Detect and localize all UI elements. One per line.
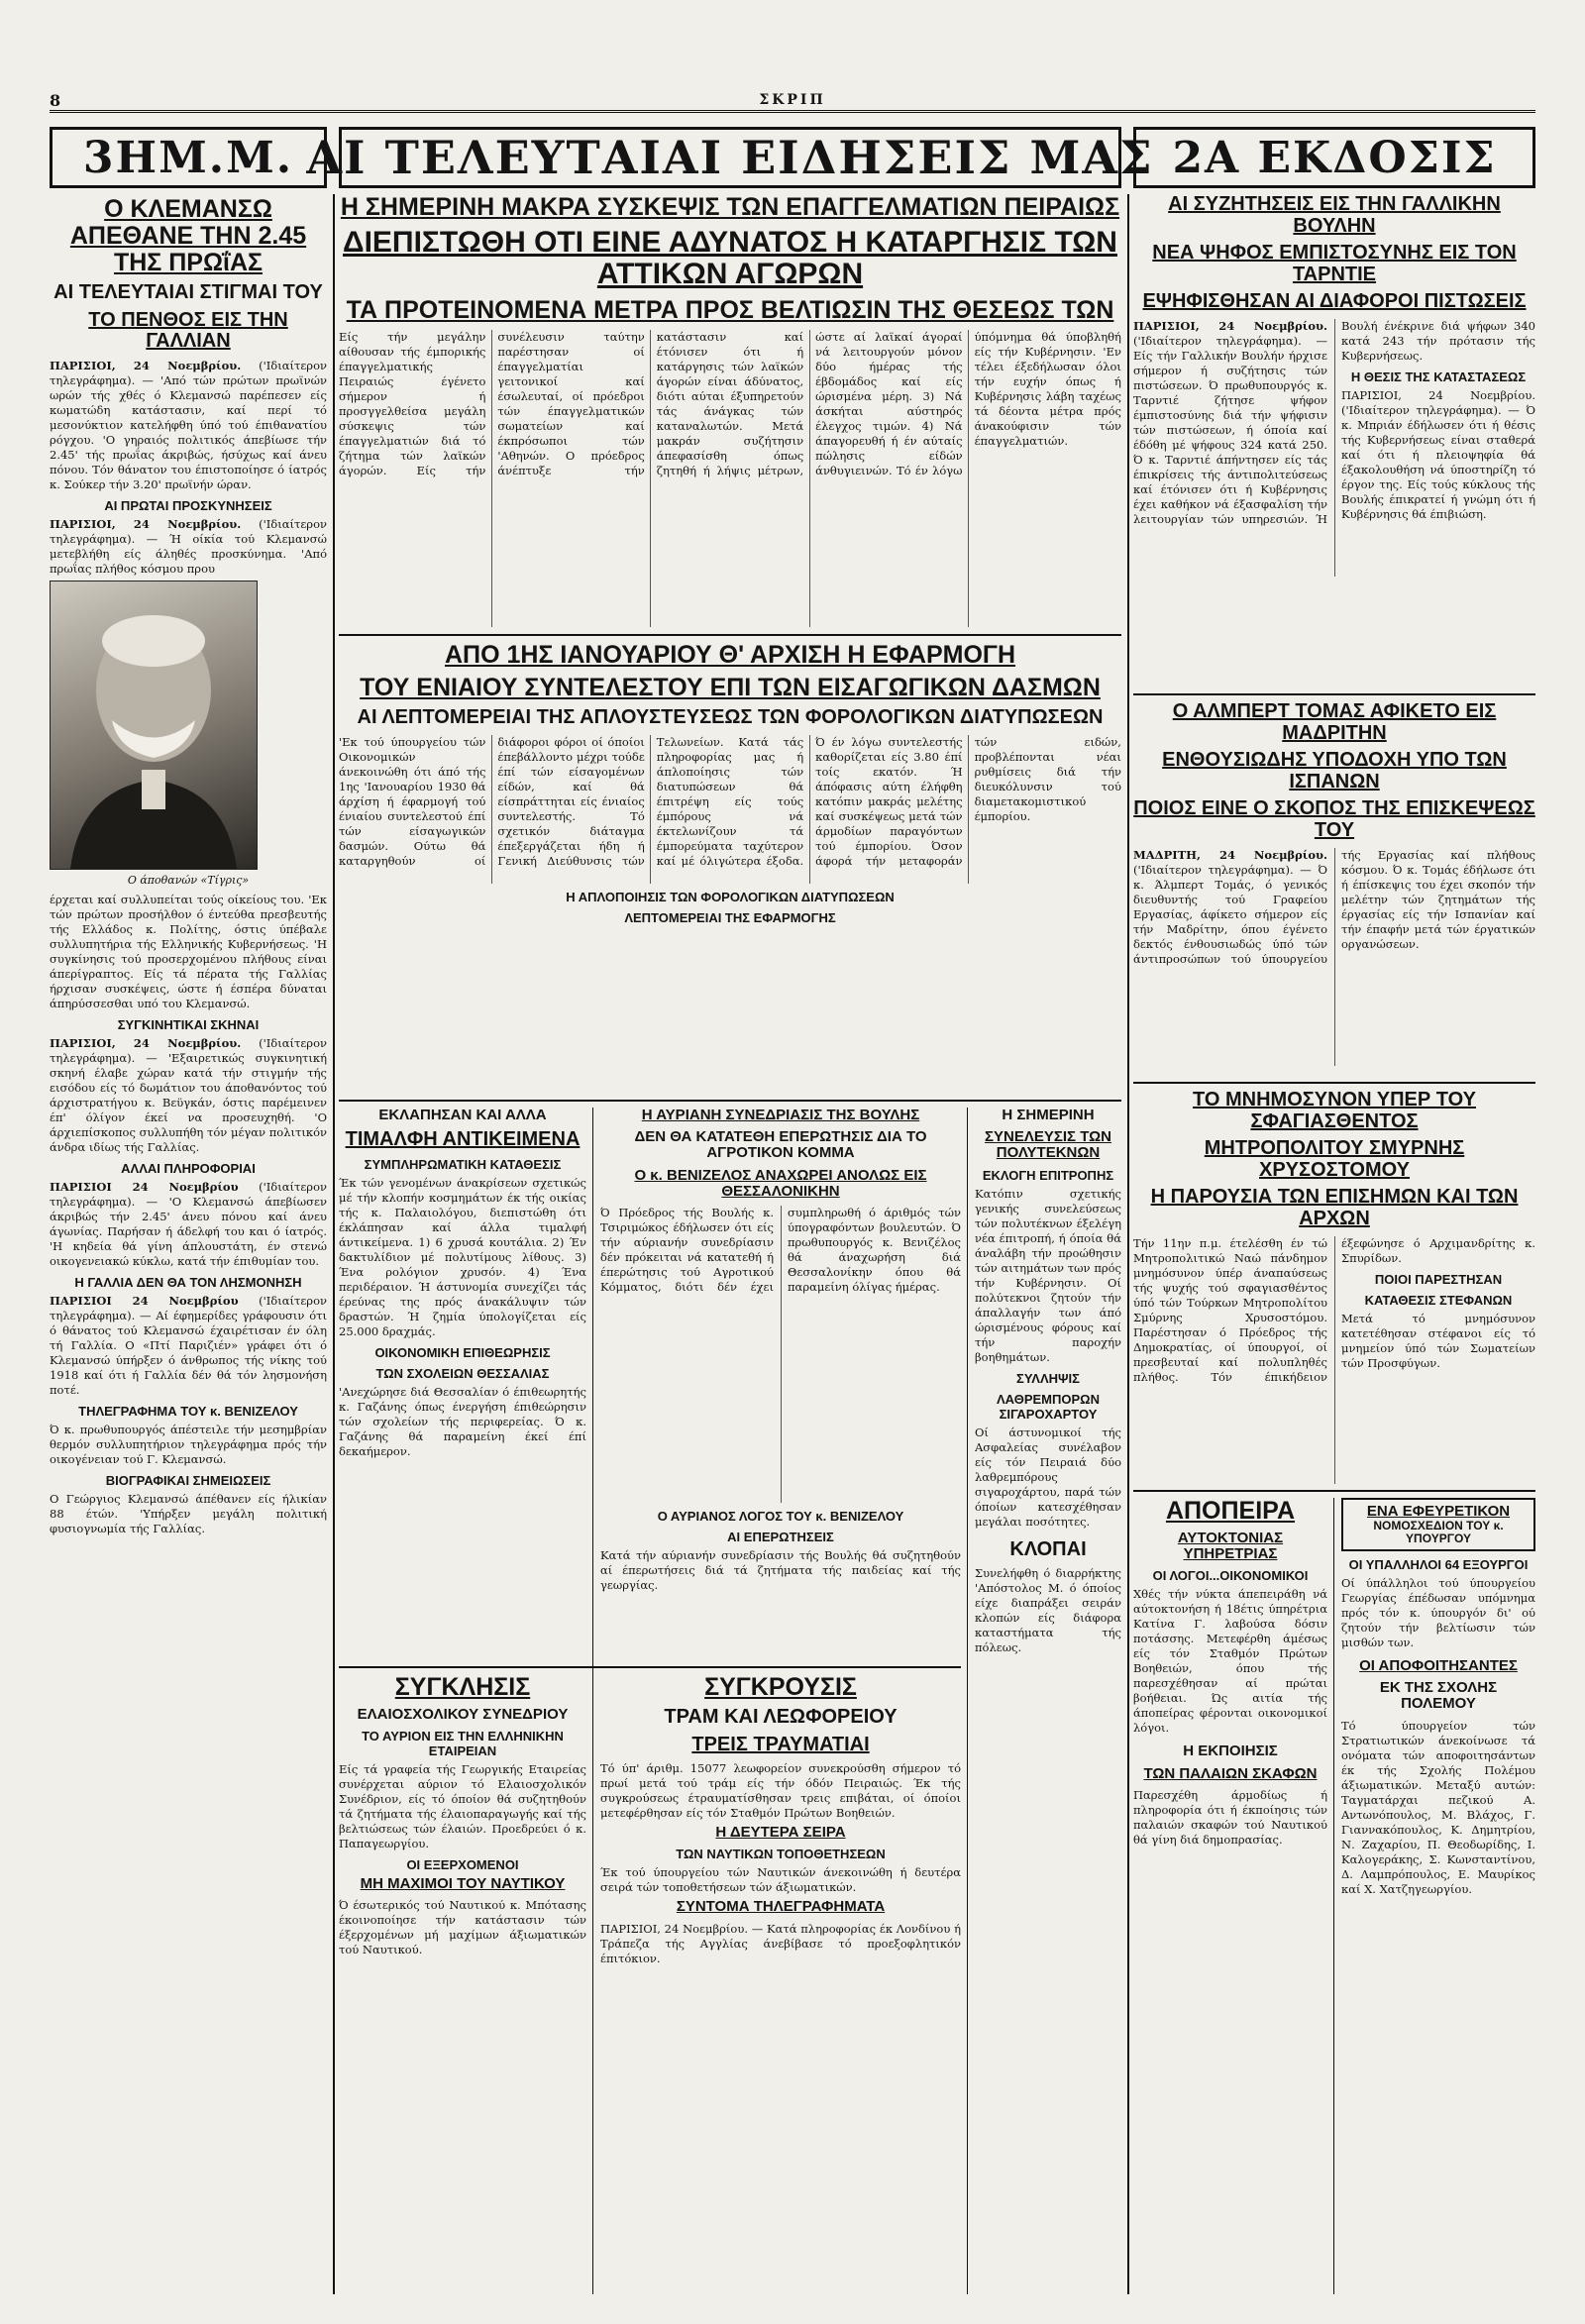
headline-assembly: ΣΥΝΕΛΕΥΣΙΣ ΤΩΝ ΠΟΛΥΤΕΚΝΩΝ	[985, 1128, 1111, 1162]
headline-interpellation: ΔΕΝ ΘΑ ΚΑΤΑΤΕΘΗ ΕΠΕΡΩΤΗΣΙΣ ΔΙΑ ΤΟ ΑΓΡΟΤΙΚΟΝ ΚΟΜΜΑ	[634, 1128, 927, 1162]
dateline: ΠΑΡΙΣΙΟΙ, 24 Νοεμβρίου.	[50, 516, 242, 531]
article-text	[50, 1036, 327, 1155]
article-body: ('Ιδιαίτερον τηλεγράφημα). — 'Από τών πρώτων πρωϊνών ωρών τής χθές ό Κλεμανσώ παρέπεσεν είς κωματώδη κατάστασιν, καί περί τό μεσονύκτιον κατελήφθη ύπό τού έπιθανατίου ρόγχου. 'Ο γηραιός πολιτικός άπεβίωσε τήν 2.45' τής πρωΐας άκριβώς, ήσύχως καί άνευ πόνου. Τόν θάνατον του έπιστοποίησε ό ίατρός κ. Σούκερ τήν 3.20' πρωϊνήν ώραν.	[50, 358, 327, 491]
center-mid-article	[339, 642, 1121, 1096]
headline-purpose: ΠΟΙΟΣ ΕΙΝΕ Ο ΣΚΟΠΟΣ ΤΗΣ ΕΠΙΣΚΕΨΕΩΣ ΤΟΥ	[1133, 797, 1535, 841]
headline-piraeus-meeting: Η ΣΗΜΕΡΙΝΗ ΜΑΚΡΑ ΣΥΣΚΕΨΙΣ ΤΩΝ ΕΠΑΓΓΕΛΜΑΤΙΩΝ ΠΕΙΡΑΙΩΣ	[340, 194, 1120, 221]
article-body: Ο Γεώργιος Κλεμανσώ άπέθανεν είς ήλικίαν 88 έτών. 'Υπήρξεν μεγάλη πολιτική φυσιογνωμία τής Γαλλίας.	[50, 1491, 327, 1535]
article-body: Τό ύπ' άριθμ. 15077 λεωφορείον συνεκρούσθη σήμερον τό πρωί μετά τού τράμ είς τήν όδόν Πειραιώς. Έκ τής συγκρούσεως έτραυματίσθησαν τρεις επιβάται, οί όποίοι μετεφέρθησαν είς τόν Σταθμόν Πρώτων Βοηθειών.	[600, 1761, 961, 1821]
article-body: Κατά τήν αύριανήν συνεδρίασιν τής Βουλής θά συζητηθούν αί έπερωτήσεις διά τά ζητήματα τής παιδείας καί τής γεωργίας.	[600, 1547, 961, 1592]
portrait-figure	[51, 581, 257, 869]
article-body: Είς τά γραφεία τής Γεωργικής Εταιρείας συνέρχεται αύριον τό Ελαιοσχολικόν Συνέδριον, είς τό όποίον θά συζητηθούν τά ζητήματα τής έλαιοπαραγωγής καί τής βελτιώσεως τών έλαιών. Προεδρεύει ό κ. Παπαγεωργίου.	[339, 1762, 586, 1851]
article-body: Παρεσχέθη άρμοδίως ή πληροφορία ότι ή έκποίησις τών παλαιών σκαφών τού Ναυτικού θά γίνη διά δημοπρασίας.	[1133, 1787, 1327, 1847]
headline-albert-thomas: Ο ΑΛΜΠΕΡΤ ΤΟΜΑΣ ΑΦΙΚΕΤΟ ΕΙΣ ΜΑΔΡΙΤΗΝ	[1172, 701, 1497, 744]
section-heading: Η ΘΕΣΙΣ ΤΗΣ ΚΑΤΑΣΤΑΣΕΩΣ	[1350, 369, 1527, 384]
dateline: ΠΑΡΙΣΙΟΙ, 24 Νοεμβρίου.	[1133, 318, 1327, 333]
article-body: ('Ιδιαίτερον τηλεγράφημα). — 'Ο Κλεμανσώ άπεβίωσεν άκριβώς τήν 2.45' άνευ πόνου καί άνευ άγωνίας. Παρήσαν ή άδελφή του και ό ίατρός. 'Η κηδεία θά γίνη άπλουστάτη, έν στενώ οικογενειακώ κύκλω, κατά τήν έπιθυμίαν του.	[50, 1179, 327, 1268]
headline-injured: ΤΡΕΙΣ ΤΡΑΥΜΑΤΙΑΙ	[691, 1733, 870, 1755]
article-text	[1133, 1236, 1535, 1484]
right-top-article	[1133, 194, 1535, 689]
column-rule	[333, 194, 335, 2294]
headline-session: Η ΑΥΡΙΑΝΗ ΣΥΝΕΔΡΙΑΣΙΣ ΤΗΣ ΒΟΥΛΗΣ	[641, 1108, 920, 1123]
subheadline-measures: ΤΑ ΠΡΟΤΕΙΝΟΜΕΝΑ ΜΕΤΡΑ ΠΡΟΣ ΒΕΛΤΙΩΣΙΝ ΤΗΣ ΘΕΣΕΩΣ ΤΩΝ	[346, 295, 1114, 324]
article-olive-congress	[339, 1674, 586, 2294]
section-heading: Η ΓΑΛΛΙΑ ΔΕΝ ΘΑ ΤΟΝ ΛΗΣΜΟΝΗΣΗ	[74, 1274, 302, 1290]
headline-tram-bus: ΤΡΑΜ ΚΑΙ ΛΕΩΦΟΡΕΙΟΥ	[664, 1706, 898, 1728]
article-body: Τό ύπουργείον τών Στρατιωτικών άνεκοίνωσε τά ονόματα τών αποφοιτησάντων έκ τής Σχολής Πολέμου άξιωματικών. Μεταξύ αυτών: Ταγματάρχαι πεζικού Α. Αντωνόπουλος, Μ. Βλάχος, Γ. Γιαννακόπουλος, Κ. Δημητρίου, Ν. Ζαχαρίου, Π. Θεοδωρίδης, Ι. Καλογεράκης, Σ. Κωνσταντίνου, Δ. Λαμπρόπουλος, Ε. Μαυρίκος καί Χ. Χατζηγεωργίου.	[1341, 1718, 1535, 1896]
article-body: ('Ιδιαίτερον τηλεγράφημα). — Ή οίκία τού Κλεμανσώ μετεβλήθη είς άληθές προσκύνημα. 'Από πρωΐας πλήθος κόσμου πρου	[50, 516, 327, 576]
article-text	[50, 1294, 327, 1398]
headline-disposal: Η ΕΚΠΟΙΗΣΙΣ	[1183, 1743, 1278, 1760]
column-rule	[592, 1108, 593, 2294]
article-body: Οί ύπάλληλοι τού ύπουργείου Γεωργίας έπέδωσαν υπόμνημα πρός τόν κ. ύπουργόν δι' ού ζητούν τήν βελτίωσιν τών μισθών των.	[1341, 1576, 1535, 1650]
article-body: έρχεται καί συλλυπείται τούς οίκείους του. 'Εκ τών πρώτων προσήλθον ό έντεύθα πρεσβευτής τής Ελλάδος κ. Πολίτης, όστις ύπέβαλε συλλυπητήρια τής Ελληνικής Κυβερνήσεως. 'Η συγκίνησις τού προσερχομένου πλήθους είναι άπερίγραπτος. Είς τά πέρατα τής Γαλλίας ήρχισαν συσκέψεις, ώστε ή έσπέρα δύναται άπηρύσσεσθαι υπό του Κλεμανσώ.	[50, 892, 327, 1010]
headline-second-series: Η ΔΕΥΤΕΡΑ ΣΕΙΡΑ	[715, 1824, 846, 1842]
section-heading: ΤΩΝ ΣΧΟΛΕΙΩΝ ΘΕΣΣΑΛΙΑΣ	[375, 1365, 550, 1381]
article-body: 'Ανεχώρησε διά Θεσσαλίαν ό έπιθεωρητής κ. Γαζάνης όπως ένεργήση έπιθεώρησιν τών σχολείων τής περιφερείας. Ό κ. Γαζάνης θά παραμείνη έκεί έπί δεκαήμερον.	[339, 1384, 586, 1458]
headline-valuables: ΤΙΜΑΛΦΗ ΑΝΤΙΚΕΙΜΕΝΑ	[345, 1128, 581, 1151]
column-rule	[1333, 1498, 1334, 2294]
subheadline-mourning: ΤΟ ΠΕΝΘΟΣ ΕΙΣ ΤΗΝ ΓΑΛΛΙΑΝ	[88, 308, 288, 353]
section-heading: ΟΙ ΥΠΑΛΛΗΛΟΙ 64 ΕΞΟΥΡΓΟΙ	[1348, 1557, 1529, 1573]
section-heading: ΕΚΛΟΓΗ ΕΠΙΤΡΟΠΗΣ	[982, 1167, 1114, 1183]
article-body: ΠΑΡΙΣΙΟΙ, 24 Νοεμβρίου. ('Ιδιαίτερον τηλεγράφημα). — Ό κ. Μπριάν έδήλωσεν ότι ή θέσις τής Κυβερνήσεως είναι σταθερά καί ότι ή πλειοψηφία θά έξακολουθήση νά ύποστηρίζη τό έργον της. Είς τούς κύκλους τής Βουλής έπικρατεί ή γνώμη ότι ή Κυβέρνησις θά έπιβιώση.	[1341, 387, 1535, 521]
headline-attempt: ΑΠΟΠΕΙΡΑ	[1165, 1498, 1296, 1525]
right-mid-article	[1133, 701, 1535, 1078]
article-collision	[600, 1674, 961, 2294]
headline-navy: ΜΗ ΜΑΧΙΜΟΙ ΤΟΥ ΝΑΥΤΙΚΟΥ	[360, 1875, 566, 1893]
top-rule	[50, 94, 1535, 113]
article-body: Τήν 11ην π.μ. έτελέσθη έν τώ Μητροπολιτικώ Ναώ πάνδημον μνημόσυνον ύπέρ άναπαύσεως τής ψυχής τού σφαγιασθέντος ύπό τών Τούρκων Μητροπολίτου Σμύρνης Χρυσοστόμου. Παρέστησαν ό Πρόεδρος τής Δημοκρατίας, οί ύπουργοί, οί πρεσβευταί καί πολυπληθές πλήθος. Τόν έπικήδειον έξεφώνησε ό Αρχιμανδρίτης κ. Σπυρίδων.	[1133, 1235, 1535, 1384]
article-parliament	[600, 1108, 961, 1662]
article-body: Οί άστυνομικοί τής Ασφαλείας συνέλαβον είς τόν Πειραιά δύο λαθρεμπόρους σιγαροχάρτου, παρά τών όποίων κατεσχέθησαν μεγάλαι ποσότητες.	[975, 1425, 1121, 1529]
headline-stolen: ΕΚΛΑΠΗΣΑΝ ΚΑΙ ΑΛΛΑ	[378, 1108, 547, 1123]
portrait-caption: Ο άποθανών «Τίγρις»	[127, 873, 250, 887]
article-body: ('Ιδιαίτερον τηλεγράφημα). — Ό κ. Άλμπερτ Τομάς, ό γενικός διευθυντής τού Γραφείου Εργασίας, άφίκετο σήμερον είς τήν Μαδρίτην, όπου έγένετο δεκτός ένθουσιωδώς ύπό τών άντιπροσώπων τού ύπουργείου τής Εργασίας καί πλήθους κόσμου. Ό κ. Τομάς έδήλωσε ότι ή έπίσκεψις του έχει σκοπόν τήν μελέτην τών ζητημάτων τής έργασίας είς τήν Ισπανίαν καί τήν έπαφήν μετά τών έργατικών οργανώσεων.	[1133, 847, 1535, 966]
top-banner: ΣΚΡΙΠ	[759, 92, 826, 108]
article-body: Έκ τού ύπουργείου τών Ναυτικών άνεκοινώθη ή δευτέρα σειρά τών τοποθετήσεων τών άξιωματικών.	[600, 1865, 961, 1895]
article-stolen-items	[339, 1108, 586, 1662]
headline-venizelos: Ο κ. ΒΕΝΙΖΕΛΟΣ ΑΝΑΧΩΡΕΙ ΑΝΟΛΩΣ ΕΙΣ ΘΕΣΣΑΛΟΝΙΚΗΝ	[634, 1166, 927, 1200]
headline-officials: Η ΠΑΡΟΥΣΙΑ ΤΩΝ ΕΠΙΣΗΜΩΝ ΚΑΙ ΤΩΝ ΑΡΧΩΝ	[1150, 1186, 1519, 1229]
section-rule	[339, 634, 1121, 636]
headline-inventive: ΕΝΑ ΕΦΕΥΡΕΤΙΚΟΝ	[1366, 1503, 1511, 1520]
section-heading: ΛΕΠΤΟΜΕΡΕΙΑΙ ΤΗΣ ΕΦΑΡΜΟΓΗΣ	[624, 909, 836, 925]
masthead-center: ΑΙ ΤΕΛΕΥΤΑΙΑΙ ΕΙΔΗΣΕΙΣ ΜΑΣ	[339, 127, 1121, 188]
headline-markets: ΔΙΕΠΙΣΤΩΘΗ ΟΤΙ ΕΙΝΕ ΑΔΥΝΑΤΟΣ Η ΚΑΤΑΡΓΗΣΙΣ ΤΩΝ ΑΤΤΙΚΩΝ ΑΓΩΡΩΝ	[343, 226, 1117, 291]
headline-graduates: ΟΙ ΑΠΟΦΟΙΤΗΣΑΝΤΕΣ	[1359, 1657, 1518, 1675]
article-text	[50, 1180, 327, 1269]
section-heading: ΣΥΜΠΛΗΡΩΜΑΤΙΚΗ ΚΑΤΑΘΕΣΙΣ	[364, 1156, 562, 1172]
headline-chrysostomos: ΜΗΤΡΟΠΟΛΙΤΟΥ ΣΜΥΡΝΗΣ ΧΡΥΣΟΣΤΟΜΟΥ	[1204, 1137, 1465, 1181]
section-heading: ΣΥΛΛΗΨΙΣ	[1016, 1370, 1080, 1386]
headline-box	[1341, 1498, 1535, 1551]
section-heading: ΤΗΛΕΓΡΑΦΗΜΑ ΤΟΥ κ. ΒΕΝΙΖΕΛΟΥ	[78, 1403, 298, 1419]
dateline: ΠΑΡΙΣΙΟΙ, 24 Νοεμβρίου.	[50, 358, 242, 372]
section-heading: ΑΛΛΑΙ ΠΛΗΡΟΦΟΡΙΑΙ	[121, 1160, 256, 1176]
article-body: ('Ιδιαίτερον τηλεγράφημα). — Αί έφημερίδες γράφουσιν ότι ό θάνατος τού Κλεμανσώ έχαιρέτισαν έν όλη τή Γαλλία. Ο «Πτί Παριζιέν» γράφει ότι ό Κλεμανσώ ύπήρξεν ό άνθρωπος τής νίκης τού 1918 καί ότι ή Γαλλία δέν θά τόν λησμονήση ποτέ.	[50, 1293, 327, 1397]
dateline: ΠΑΡΙΣΙΟΙ 24 Νοεμβρίου	[50, 1179, 239, 1194]
section-heading: ΑΙ ΠΡΩΤΑΙ ΠΡΟΣΚΥΝΗΣΕΙΣ	[104, 497, 272, 513]
subheadline-details: ΑΙ ΛΕΠΤΟΜΕΡΕΙΑΙ ΤΗΣ ΑΠΛΟΥΣΤΕΥΣΕΩΣ ΤΩΝ ΦΟΡΟΛΟΓΙΚΩΝ ΔΙΑΤΥΠΩΣΕΩΝ	[357, 706, 1104, 728]
headline-collision: ΣΥΓΚΡΟΥΣΙΣ	[704, 1674, 857, 1701]
headline-memorial: ΤΟ ΜΝΗΜΟΣΥΝΟΝ ΥΠΕΡ ΤΟΥ ΣΦΑΓΙΑΣΘΕΝΤΟΣ	[1193, 1090, 1476, 1132]
left-column	[50, 196, 327, 2296]
headline-convocation: ΣΥΓΚΛΗΣΙΣ	[394, 1674, 531, 1701]
subheadline-last-moments: ΑΙ ΤΕΛΕΥΤΑΙΑΙ ΣΤΙΓΜΑΙ ΤΟΥ	[53, 281, 323, 303]
headline-reception: ΕΝΘΟΥΣΙΩΔΗΣ ΥΠΟΔΟΧΗ ΥΠΟ ΤΩΝ ΙΣΠΑΝΩΝ	[1162, 749, 1507, 792]
column-rule	[1127, 194, 1129, 2294]
section-rule	[339, 1666, 961, 1668]
article-bill	[1341, 1498, 1535, 2294]
article-text	[50, 359, 327, 492]
article-large-families	[975, 1108, 1121, 2294]
headline-short-telegrams: ΣΥΝΤΟΜΑ ΤΗΛΕΓΡΑΦΗΜΑΤΑ	[676, 1898, 886, 1916]
section-heading: ΟΙΚΟΝΟΜΙΚΗ ΕΠΙΘΕΩΡΗΣΙΣ	[374, 1344, 551, 1360]
dateline: ΜΑΔΡΙΤΗ, 24 Νοεμβρίου.	[1133, 847, 1327, 862]
article-text	[1133, 848, 1535, 1066]
section-heading: ΑΙ ΕΠΕΡΩΤΗΣΕΙΣ	[727, 1529, 834, 1544]
headline-clemenceau: Ο ΚΛΕΜΑΝΣΩ ΑΠΕΘΑΝΕ ΤΗΝ 2.45 ΤΗΣ ΠΡΩΐΑΣ	[69, 196, 307, 276]
headline-minister-bill: ΝΟΜΟΣΧΕΔΙΟΝ ΤΟΥ κ. ΥΠΟΥΡΓΟΥ	[1373, 1519, 1504, 1546]
headline-old-vessels: ΤΩΝ ΠΑΛΑΙΩΝ ΣΚΑΦΩΝ	[1143, 1764, 1318, 1782]
article-body: Ό Πρόεδρος τής Βουλής κ. Τσιριμώκος έδήλωσεν ότι είς τήν αύριανήν συνεδρίασιν δέν πρόκειται νά κατατεθή ή έπερώτησις τού Αγροτικού Κόμματος, διότι δέν έχει συμπληρωθή ό άριθμός τών ύπογραφόντων βουλευτών. Ό πρωθυπουργός κ. Βενιζέλος θά άναχωρήση διά Θεσσαλονίκην όπου θά παραμείνη όλίγας ήμέρας.	[600, 1205, 961, 1294]
section-rule	[1133, 1082, 1535, 1084]
section-rule	[1133, 693, 1535, 695]
masthead-right: 2Α ΕΚΔΟΣΙΣ	[1133, 127, 1535, 188]
section-heading: ΤΩΝ ΝΑΥΤΙΚΩΝ ΤΟΠΟΘΕΤΗΣΕΩΝ	[676, 1847, 886, 1862]
headline-january: ΑΠΟ 1ΗΣ ΙΑΝΟΥΑΡΙΟΥ Θ' ΑΡΧΙΣΗ Η ΕΦΑΡΜΟΓΗ	[444, 642, 1016, 669]
section-heading: ΤΟ ΑΥΡΙΟΝ ΕΙΣ ΤΗΝ ΕΛΛΗΝΙΚΗΝ ΕΤΑΙΡΕΙΑΝ	[362, 1729, 564, 1759]
article-body: Έκ τών γενομένων άνακρίσεων σχετικώς μέ τήν κλοπήν κοσμημάτων έκ τής οικίας τής κ. Παλαιολόγου, διεπιστώθη ότι έκλάπησαν καί άλλα τιμαλφή άντικείμενα. 1) 6 χρυσά κουτάλια. 2) Έν δακτυλίδιον μέ πολυτίμους λίθους. 3) Ένα ρολόγιον χρυσόν. 4) Ένα περιδέραιον. Ή άστυνομία συνεχίζει τάς έρεύνας της πρός άνακάλυψιν τών δραστών. Ή ζημία ύπολογίζεται είς 25.000 δραχμάς.	[339, 1175, 586, 1338]
section-rule	[1133, 1490, 1535, 1492]
article-body: Είς τήν μεγάλην αίθουσαν τής έμπορικής έπαγγελματικής Πειραιώς έγένετο σήμερον ή προσγγελθείσα μεγάλη σύσκεψις τών έπαγγελματιών διά τό ζήτημα τών λαϊκών άγορών. Είς τήν συνέλευσιν ταύτην παρέστησαν οί έπαγγελματίαι γειτονικοί καί έσωλευταί, οί πρόεδροι τών έπαγγελματικών σωματείων καί έκπρόσωποι τών 'Αθηνών. Ο πρόεδρος άνέπτυξε τήν κατάστασιν καί έτόνισεν ότι ή κατάργησις τών λαϊκών άγορών είναι άδύνατος, διότι αύται έξυπηρετούν τάς άνάγκας τών καταναλωτών. Μετά μακράν συζήτησιν άπεφασίσθη όπως ζητηθή ή λήψις μέτρων, ώστε αί λαϊκαί άγοραί νά λειτουργούν μόνον δύο ήμέρας τής έβδομάδος καί είς ώρισμένα μέρη. 3) Νά άσκήται αύστηρός έλεγχος τιμών. 4) Νά άπαγορευθή ή έν αύταίς πώλησις είδών άνθυγιεινών. Τό έν λόγω ύπόμνημα θά ύποβληθή είς τήν Κυβέρνησιν. 'Εν τέλει έξεδήλωσαν όλοι τήν ευχήν όπως ή Κυβέρνησις λάβη ταχέως τά δέοντα μέτρα πρός άνακούφισιν τών έπαγγελματιών.	[339, 329, 1121, 477]
article-text	[50, 517, 327, 577]
section-heading: ΟΙ ΛΟΓΟΙ...ΟΙΚΟΝΟΜΙΚΟΙ	[1152, 1568, 1309, 1584]
headline-war-school: ΕΚ ΤΗΣ ΣΧΟΛΗΣ ΠΟΛΕΜΟΥ	[1379, 1679, 1498, 1713]
section-heading: ΚΑΤΑΘΕΣΙΣ ΣΤΕΦΑΝΩΝ	[1364, 1292, 1513, 1308]
section-heading: ΠΟΙΟΙ ΠΑΡΕΣΤΗΣΑΝ	[1374, 1271, 1503, 1287]
headline-thefts: ΚΛΟΠΑΙ	[1009, 1537, 1087, 1560]
headline-customs: ΤΟΥ ΕΝΙΑΙΟΥ ΣΥΝΤΕΛΕΣΤΟΥ ΕΠΙ ΤΩΝ ΕΙΣΑΓΩΓΙΚΩΝ ΔΑΣΜΩΝ	[360, 674, 1101, 701]
headline-credits: ΕΨΗΦΙΣΘΗΣΑΝ ΑΙ ΔΙΑΦΟΡΟΙ ΠΙΣΤΩΣΕΙΣ	[1142, 290, 1527, 313]
article-body: ('Ιδιαίτερον τηλεγράφημα). — Είς τήν Γαλλικήν Βουλήν ήρχισε σήμερον ή συζήτησις τών πιστώσεων. Ό πρωθυπουργός κ. Ταρντιέ ζήτησε ψήφον έμπιστοσύνης διά τήν ψήφισιν τών πιστώσεων, ή όποία καί έδόθη μέ ψήφους 324 κατά 250. Ό κ. Ταρντιέ άπήντησεν είς τάς έπικρίσεις τής άντιπολιτεύσεως καί έτόνισεν ότι ή Κυβέρνησις έχει καθήκον νά έξασφαλίση τήν λειτουργίαν τών υπηρεσιών. Ή Βουλή ένέκρινε διά ψήφων 340 κατά 243 τήν πρότασιν τής Κυβερνήσεως.	[1133, 318, 1535, 526]
section-heading: ΟΙ ΕΞΕΡΧΟΜΕΝΟΙ	[406, 1857, 519, 1873]
article-text	[1133, 319, 1535, 577]
article-body: Συνελήφθη ό διαρρήκτης 'Απόστολος Μ. ό όποίος είχε διαπράξει σειράν κλοπών είς διάφορα καταστήματα τής πόλεως.	[975, 1566, 1121, 1655]
page-number: 8	[50, 91, 61, 110]
article-body: ('Ιδιαίτερον τηλεγράφημα). — 'Εξαιρετικώς συγκινητική σκηνή έλαβε χώραν κατά τήν στιγμήν τής εισόδου είς τό δωμάτιον του άποθανόντος τού άρχιστρατήγου κ. Βεϋγκάν, όστις παρέμεινεν έπ' όλίγον έκεί να προσευχηθή. 'Ο άρχιεπίσκοπος συλλυπήθη τόν μέγαν πολιτικόν άνδρα ιδίως τής Γαλλίας.	[50, 1035, 327, 1154]
dateline: ΠΑΡΙΣΙΟΙ 24 Νοεμβρίου	[50, 1293, 239, 1308]
section-heading: ΒΙΟΓΡΑΦΙΚΑΙ ΣΗΜΕΙΩΣΕΙΣ	[105, 1472, 271, 1488]
headline-today: Η ΣΗΜΕΡΙΝΗ	[1002, 1108, 1095, 1123]
article-body: Ό έσωτερικός τού Ναυτικού κ. Μπότασης έκοινοποίησε τήν κατάστασιν τών έξερχομένων μή μαχίμων άξιωματικών τού Ναυτικού.	[339, 1898, 586, 1957]
article-body: ΠΑΡΙΣΙΟΙ, 24 Νοεμβρίου. — Κατά πληροφορίας έκ Λονδίνου ή Τράπεζα τής Αγγλίας άνεβίβασε τό προεξοφλητικόν έπιτόκιον.	[600, 1921, 961, 1965]
article-body: Κατόπιν σχετικής γενικής συνελεύσεως τών πολυτέκνων έξελέγη νέα έπιτροπή, ή όποία θά άναλάβη τήν προώθησιν τών αιτημάτων των πρός τήν Κυβέρνησιν. Οί πολύτεκνοι ζητούν τήν άπαλλαγήν των άπό ώρισμένους φόρους καί τήν παροχήν βοηθημάτων.	[975, 1186, 1121, 1364]
section-heading: Η ΑΠΛΟΠΟΙΗΣΙΣ ΤΩΝ ΦΟΡΟΛΟΓΙΚΩΝ ΔΙΑΤΥΠΩΣΕΩΝ	[566, 889, 895, 904]
center-top-article	[339, 194, 1121, 630]
article-body: 'Εκ τού ύπουργείου τών Οικονομικών άνεκοινώθη ότι άπό τής 1ης 'Ιανουαρίου 1930 θά άρχίση ή έφαρμογή τού ένιαίου συντελεστού έπί τών είσαγωγικών δασμών. Ούτω θά καταργηθούν οί διάφοροι φόροι οί όποίοι έπεβάλλοντο μέχρι τούδε έπί τών είσαγομένων είδών, καί θά είσπράττηται είς ένιαίος συντελεστής. Τό σχετικόν διάταγμα έπεξεργάζεται ήδη ή Γενική Διεύθυνσις τών Τελωνείων. Κατά τάς πληροφορίας μας ή άπλοποίησις τών διατυπώσεων θά έπιτρέψη είς τούς έμπόρους νά έκτελωνίζουν τά έμπορεύματα ταχύτερον καί μέ όλιγώτερα έξοδα. Ό έν λόγω συντελεστής καθορίζεται είς 3.80 έπί τοίς εκατόν. Ή άπόφασις αύτη έλήφθη κατόπιν μακράς μελέτης καί συσκέψεως μετά τών άρμοδίων παραγόντων τού έμπορίου. Όσον άφορά τήν μεταφοράν τών ειδών, προβλέπονται νέαι ρυθμίσεις διά τήν διευκόλυνσιν τού διαμετακομιστικού έμπορίου.	[339, 734, 1121, 868]
column-rule	[967, 1108, 968, 2294]
portrait-photo	[50, 581, 258, 870]
article-body: Μετά τό μνημόσυνον κατετέθησαν στέφανοι είς τό μνημείον ύπό τών Σωματείων τών Προσφύγων.	[1341, 1311, 1535, 1370]
article-body: Χθές τήν νύκτα άπεπειράθη νά αύτοκτονήση ή 18έτις ύπηρέτρια Κατίνα Γ. λαβούσα δόσιν ποτάσσης. Μετεφέρθη άμέσως είς τόν Σταθμόν Πρώτων Βοηθειών, όπου τής παρεσχέθησαν αί πρώται βοήθειαι. Ώς αιτία τής άποπείρας φέρονται οικονομικοί λόγοι.	[1133, 1587, 1327, 1736]
section-heading: ΛΑΘΡΕΜΠΟΡΩΝ ΣΙΓΑΡΟΧΑΡΤΟΥ	[997, 1391, 1100, 1422]
masthead-left: 3ΗΜ.Μ.	[50, 127, 327, 188]
dateline: ΠΑΡΙΣΙΟΙ, 24 Νοεμβρίου.	[50, 1035, 242, 1050]
headline-confidence-vote: ΝΕΑ ΨΗΦΟΣ ΕΜΠΙΣΤΟΣΥΝΗΣ ΕΙΣ ΤΟΝ ΤΑΡΝΤΙΕ	[1152, 242, 1517, 285]
article-suicide-attempt	[1133, 1498, 1327, 2294]
headline-congress: ΕΛΑΙΟΣΧΟΛΙΚΟΥ ΣΥΝΕΔΡΙΟΥ	[357, 1706, 569, 1723]
right-memorial-article	[1133, 1090, 1535, 1486]
article-body: Ό κ. πρωθυπουργός άπέστειλε τήν μεσημβρίαν θερμόν συλλυπητήριον τηλεγράφημα πρός τήν οικογένειαν τού Γ. Κλεμανσώ.	[50, 1422, 327, 1466]
section-rule	[339, 1100, 1121, 1102]
headline-maid: ΑΥΤΟΚΤΟΝΙΑΣ ΥΠΗΡΕΤΡΙΑΣ	[1177, 1530, 1284, 1563]
section-heading: ΣΥΓΚΙΝΗΤΙΚΑΙ ΣΚΗΝΑΙ	[117, 1016, 260, 1032]
headline-french-chamber: ΑΙ ΣΥΖΗΤΗΣΕΙΣ ΕΙΣ ΤΗΝ ΓΑΛΛΙΚΗΝ ΒΟΥΛΗΝ	[1168, 194, 1501, 237]
section-heading: Ο ΑΥΡΙΑΝΟΣ ΛΟΓΟΣ ΤΟΥ κ. ΒΕΝΙΖΕΛΟΥ	[657, 1508, 904, 1524]
